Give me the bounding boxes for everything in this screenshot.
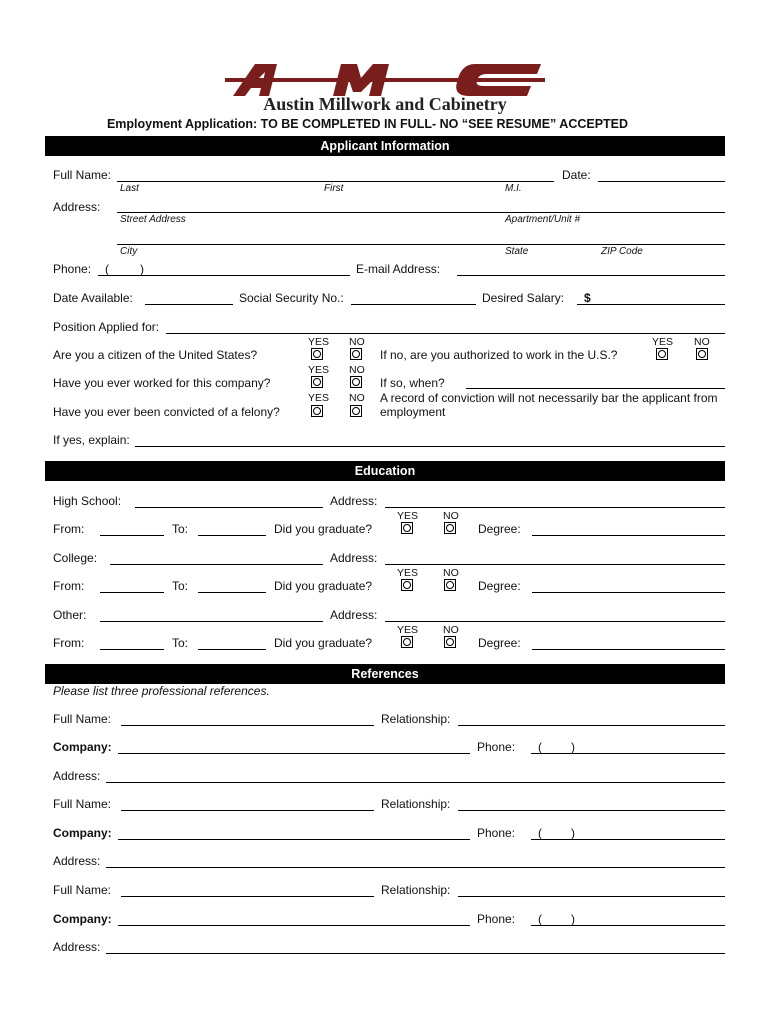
hs-address-label: Address:: [330, 494, 378, 508]
ref1-address-field[interactable]: [106, 782, 725, 783]
college-yes-label: YES: [397, 567, 419, 579]
ref1-full-name-label: Full Name:: [53, 712, 112, 726]
other-to-field[interactable]: [198, 649, 266, 650]
hs-yes-label: YES: [397, 510, 419, 522]
other-address-label: Address:: [330, 608, 378, 622]
ref2-company-label: Company:: [53, 826, 112, 840]
ref3-full-name-field[interactable]: [121, 896, 374, 897]
applicant-section-header: Applicant Information: [45, 136, 725, 156]
ref1-company-field[interactable]: [118, 753, 470, 754]
explain-label: If yes, explain:: [53, 433, 130, 447]
when-question: If so, when?: [380, 376, 445, 390]
citizen-yes-label: YES: [308, 336, 330, 348]
felony-yes-checkbox[interactable]: [311, 405, 323, 417]
ref3-relationship-label: Relationship:: [381, 883, 451, 897]
other-no-label: NO: [443, 624, 459, 636]
zip-sublabel: ZIP Code: [601, 246, 643, 257]
college-degree-field[interactable]: [532, 592, 725, 593]
college-label: College:: [53, 551, 98, 565]
authorized-no-label: NO: [694, 336, 710, 348]
state-sublabel: State: [505, 246, 529, 257]
ref1-address-label: Address:: [53, 769, 101, 783]
hs-no-label: NO: [443, 510, 459, 522]
other-from-field[interactable]: [100, 649, 164, 650]
hs-to-field[interactable]: [198, 535, 266, 536]
hs-to-label: To:: [172, 522, 189, 536]
ref2-paren-open: (: [538, 826, 542, 840]
citizen-question: Are you a citizen of the United States?: [53, 348, 258, 362]
other-graduate-label: Did you graduate?: [274, 636, 373, 650]
references-instruction: Please list three professional references.: [53, 684, 270, 698]
ref2-phone-label: Phone:: [477, 826, 516, 840]
authorized-yes-label: YES: [652, 336, 674, 348]
apt-sublabel: Apartment/Unit #: [505, 214, 581, 225]
ref1-relationship-field[interactable]: [458, 725, 725, 726]
email-label: E-mail Address:: [356, 262, 441, 276]
last-sublabel: Last: [120, 183, 139, 194]
ref1-company-label: Company:: [53, 740, 112, 754]
authorized-yes-checkbox[interactable]: [656, 348, 668, 360]
ref3-company-label: Company:: [53, 912, 112, 926]
other-degree-field[interactable]: [532, 649, 725, 650]
ref1-relationship-label: Relationship:: [381, 712, 451, 726]
authorized-no-checkbox[interactable]: [696, 348, 708, 360]
ref2-address-label: Address:: [53, 854, 101, 868]
ref3-address-label: Address:: [53, 940, 101, 954]
college-graduate-label: Did you graduate?: [274, 579, 373, 593]
felony-no-checkbox[interactable]: [350, 405, 362, 417]
citizen-no-checkbox[interactable]: [350, 348, 362, 360]
ref3-relationship-field[interactable]: [458, 896, 725, 897]
ref3-full-name-label: Full Name:: [53, 883, 112, 897]
ref1-full-name-field[interactable]: [121, 725, 374, 726]
ref3-company-field[interactable]: [118, 925, 470, 926]
ref3-paren-close: ): [571, 912, 575, 926]
other-no-checkbox[interactable]: [444, 636, 456, 648]
citizen-yes-checkbox[interactable]: [311, 348, 323, 360]
ref1-phone-field[interactable]: [531, 753, 725, 754]
hs-from-label: From:: [53, 522, 85, 536]
ref1-paren-open: (: [538, 740, 542, 754]
street-sublabel: Street Address: [120, 214, 186, 225]
dollar-sign: $: [584, 291, 591, 305]
ref2-phone-field[interactable]: [531, 839, 725, 840]
phone-label: Phone:: [53, 262, 92, 276]
college-address-field[interactable]: [385, 564, 725, 565]
date-label: Date:: [562, 168, 591, 182]
ref2-relationship-label: Relationship:: [381, 797, 451, 811]
hs-yes-checkbox[interactable]: [401, 522, 413, 534]
felony-no-label: NO: [349, 392, 365, 404]
full-name-label: Full Name:: [53, 168, 112, 182]
company-name: Austin Millwork and Cabinetry: [263, 94, 507, 114]
ref3-phone-label: Phone:: [477, 912, 516, 926]
other-field[interactable]: [100, 621, 323, 622]
ref3-paren-open: (: [538, 912, 542, 926]
education-section-header: Education: [45, 461, 725, 481]
hs-degree-label: Degree:: [478, 522, 521, 536]
ref2-full-name-label: Full Name:: [53, 797, 112, 811]
hs-graduate-label: Did you graduate?: [274, 522, 373, 536]
desired-salary-field[interactable]: [577, 304, 725, 305]
when-field[interactable]: [466, 388, 725, 389]
other-degree-label: Degree:: [478, 636, 521, 650]
date-field[interactable]: [598, 181, 725, 182]
references-section-header: References: [45, 664, 725, 684]
ref2-company-field[interactable]: [118, 839, 470, 840]
phone-paren-close: ): [140, 262, 144, 276]
date-available-field[interactable]: [145, 304, 233, 305]
worked-no-checkbox[interactable]: [350, 376, 362, 388]
email-field[interactable]: [457, 275, 725, 276]
hs-no-checkbox[interactable]: [444, 522, 456, 534]
college-no-checkbox[interactable]: [444, 579, 456, 591]
college-to-field[interactable]: [198, 592, 266, 593]
city-sublabel: City: [120, 246, 138, 257]
desired-salary-label: Desired Salary:: [482, 291, 565, 305]
high-school-field[interactable]: [135, 507, 323, 508]
first-sublabel: First: [324, 183, 344, 194]
high-school-label: High School:: [53, 494, 122, 508]
felony-question: Have you ever been convicted of a felony?: [53, 405, 280, 419]
other-yes-checkbox[interactable]: [401, 636, 413, 648]
other-to-label: To:: [172, 636, 189, 650]
explain-field[interactable]: [135, 446, 725, 447]
hs-address-field[interactable]: [385, 507, 725, 508]
ssn-label: Social Security No.:: [239, 291, 344, 305]
ref3-address-field[interactable]: [106, 953, 725, 954]
ref2-relationship-field[interactable]: [458, 810, 725, 811]
college-yes-checkbox[interactable]: [401, 579, 413, 591]
mi-sublabel: M.I.: [505, 183, 522, 194]
full-name-field[interactable]: [117, 181, 554, 182]
phone-paren-open: (: [105, 262, 109, 276]
other-address-field[interactable]: [385, 621, 725, 622]
form-title: Employment Application: TO BE COMPLETED IN FULL- NO “SEE RESUME” ACCEPTED: [106, 117, 629, 131]
college-no-label: NO: [443, 567, 459, 579]
college-address-label: Address:: [330, 551, 378, 565]
college-from-field[interactable]: [100, 592, 164, 593]
citizen-no-label: NO: [349, 336, 365, 348]
college-to-label: To:: [172, 579, 189, 593]
felony-note-line1: A record of conviction will not necessarily bar the applicant from: [380, 391, 718, 405]
position-label: Position Applied for:: [53, 320, 160, 334]
ref2-paren-close: ): [571, 826, 575, 840]
college-from-label: From:: [53, 579, 85, 593]
ref1-paren-close: ): [571, 740, 575, 754]
ref1-phone-label: Phone:: [477, 740, 516, 754]
felony-yes-label: YES: [308, 392, 330, 404]
street-address-field[interactable]: [117, 212, 725, 213]
college-degree-label: Degree:: [478, 579, 521, 593]
felony-note-line2: employment: [380, 405, 446, 419]
authorized-question: If no, are you authorized to work in the U.S.?: [380, 348, 618, 362]
ref2-full-name-field[interactable]: [121, 810, 374, 811]
ref2-address-field[interactable]: [106, 867, 725, 868]
worked-yes-label: YES: [308, 364, 330, 376]
worked-question: Have you ever worked for this company?: [53, 376, 271, 390]
position-field[interactable]: [166, 333, 725, 334]
ref3-phone-field[interactable]: [531, 925, 725, 926]
date-available-label: Date Available:: [53, 291, 133, 305]
ssn-field[interactable]: [351, 304, 476, 305]
worked-yes-checkbox[interactable]: [311, 376, 323, 388]
hs-from-field[interactable]: [100, 535, 164, 536]
college-field[interactable]: [110, 564, 323, 565]
other-from-label: From:: [53, 636, 85, 650]
other-label: Other:: [53, 608, 87, 622]
worked-no-label: NO: [349, 364, 365, 376]
phone-field[interactable]: [98, 275, 350, 276]
city-state-zip-field[interactable]: [117, 244, 725, 245]
address-label: Address:: [53, 200, 101, 214]
hs-degree-field[interactable]: [532, 535, 725, 536]
other-yes-label: YES: [397, 624, 419, 636]
